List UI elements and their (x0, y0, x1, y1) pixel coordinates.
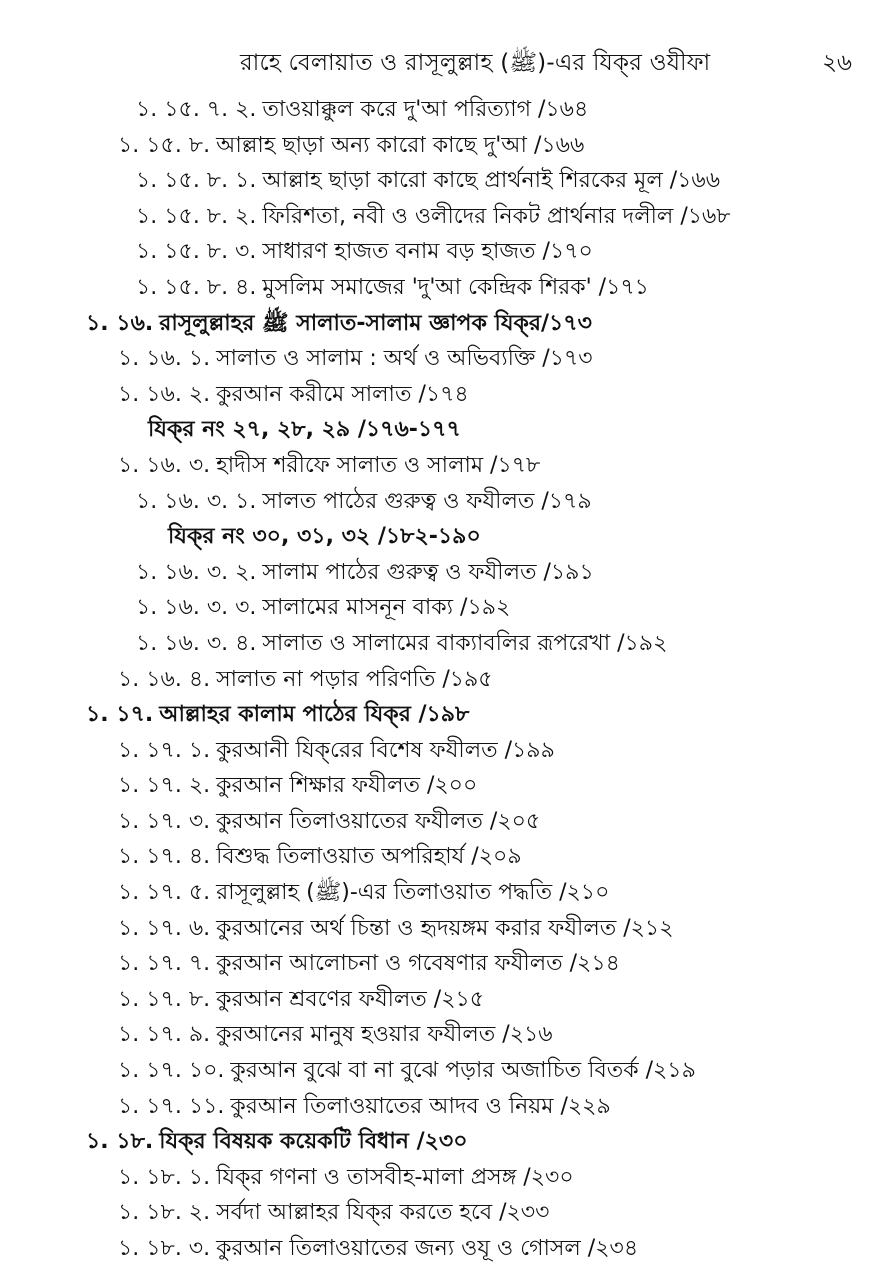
toc-entry (0, 234, 870, 270)
toc-entry (0, 1195, 870, 1231)
entry-number: ১. ১৬. ২. (118, 381, 211, 407)
page-header (0, 40, 870, 80)
toc-entry (0, 199, 870, 235)
toc-entry (0, 1089, 870, 1125)
entry-title: মুসলিম সমাজের 'দু'আ কেন্দ্রিক শিরক' /১৭১ (262, 274, 649, 300)
toc-entry (0, 662, 870, 698)
entry-title: সালামের মাসনূন বাক্য /১৯২ (262, 595, 511, 621)
entry-number: ১. ১৬. ৩. ৩. (136, 595, 257, 621)
entry-number: ১. ১৬. ১. (118, 346, 211, 372)
entry-number: ১. ১৫. ৭. ২. (136, 97, 257, 122)
toc-section-heading (0, 306, 870, 342)
entry-title: সালাত ও সালামের বাক্যাবলির রূপরেখা /১৯২ (262, 630, 668, 656)
entry-title: যিক্‌র নং ৩০, ৩১, ৩২ /১৮২-১৯০ (168, 524, 481, 550)
entry-title: তাওয়াক্কুল করে দু'আ পরিত্যাগ /১৬৪ (262, 97, 589, 122)
toc-entry (0, 626, 870, 662)
entry-number: ১. ১৫. ৮. (118, 132, 211, 158)
entry-title: সালাত ও সালাম : অর্থ ও অভিব্যক্তি /১৭৩ (216, 346, 593, 372)
entry-number: ১. ১৮. ১. (118, 1164, 211, 1190)
toc-section-heading (0, 697, 870, 733)
entry-number: ১. ১৭. ১১. (118, 1093, 225, 1119)
entry-number: ১. ১৭. ৯. (118, 1022, 211, 1048)
entry-number: ১. ১৬. ৩. ৪. (136, 630, 257, 656)
entry-number: ১. ১৮. (86, 1129, 154, 1155)
entry-number: ১. ১৬. (86, 310, 154, 336)
toc-section-heading (0, 1124, 870, 1160)
entry-title: সাধারণ হাজত বনাম বড় হাজত /১৭০ (262, 239, 593, 265)
toc-entry (0, 590, 870, 626)
entry-title: সালত পাঠের গুরুত্ব ও ফযীলত /১৭৯ (262, 488, 592, 514)
entry-title: যিক্‌র গণনা ও তাসবীহ-মালা প্রসঙ্গ /২৩০ (216, 1164, 574, 1190)
zikr-number-line (0, 519, 870, 555)
entry-number: ১. ১৭. ৭. (118, 951, 211, 977)
toc-entry (0, 448, 870, 484)
toc-entry (0, 839, 870, 875)
entry-title: আল্লাহর কালাম পাঠের যিক্‌র /১৯৮ (159, 702, 470, 728)
entry-title: সালাত না পড়ার পরিণতি /১৯৫ (216, 666, 493, 692)
entry-number: ১. ১৭. (86, 702, 154, 728)
entry-title: কুরআন শিক্ষার ফযীলত /২০০ (216, 773, 478, 799)
toc-entry (0, 982, 870, 1018)
entry-number: ১. ১৭. ৫. (118, 880, 211, 906)
toc-entry (0, 733, 870, 769)
toc-entry (0, 377, 870, 413)
entry-title: হাদীস শরীফে সালাত ও সালাম /১৭৮ (216, 452, 541, 478)
entry-title: যিক্‌র বিষয়ক কয়েকটি বিধান /২৩০ (159, 1129, 468, 1155)
toc-entry (0, 875, 870, 911)
entry-number: ১. ১৫. ৮. ১. (136, 168, 257, 194)
toc-entry (0, 1017, 870, 1053)
entry-number: ১. ১৮. ২. (118, 1200, 211, 1226)
entry-number: ১. ১৬. ৩. ২. (136, 559, 257, 585)
toc-entry (0, 555, 870, 591)
entry-number: ১. ১৭. ৮. (118, 986, 211, 1012)
entry-title: যিক্‌র নং ২৭, ২৮, ২৯ /১৭৬-১৭৭ (148, 417, 461, 443)
entry-title: সর্বদা আল্লাহর যিক্‌র করতে হবে /২৩৩ (216, 1200, 550, 1226)
toc-entry (0, 128, 870, 164)
toc-entry (0, 768, 870, 804)
toc-entry (0, 911, 870, 947)
entry-number: ১. ১৭. ৪. (118, 844, 211, 870)
entry-title: ফিরিশতা, নবী ও ওলীদের নিকট প্রার্থনার দলীল /১৬৮ (262, 203, 731, 229)
entry-number: ১. ১৬. ৩. (118, 452, 211, 478)
toc-entry (0, 484, 870, 520)
entry-number: ১. ১৬. ৩. ১. (136, 488, 257, 514)
entry-number: ১. ১৫. ৮. ৪. (136, 274, 257, 300)
entry-title: আল্লাহ ছাড়া কারো কাছে প্রার্থনাই শিরকের মূল /১৬৬ (262, 168, 721, 194)
entry-title: সালাম পাঠের গুরুত্ব ও ফযীলত /১৯১ (262, 559, 594, 585)
entry-title: কুরআনী যিক্‌রের বিশেষ ফযীলত /১৯৯ (216, 737, 555, 763)
entry-title: রাসূলুল্লাহর ﷺ সালাত-সালাম জ্ঞাপক যিক্‌র/১৭৩ (159, 310, 592, 336)
toc-entry (0, 163, 870, 199)
entry-number: ১. ১৭. ১. (118, 737, 211, 763)
page-number: ২৬ (822, 50, 852, 76)
entry-title: আল্লাহ ছাড়া অন্য কারো কাছে দু'আ /১৬৬ (216, 132, 585, 158)
entry-number: ১. ১৫. ৮. ৩. (136, 239, 257, 265)
entry-title: কুরআন শ্রবণের ফযীলত /২১৫ (216, 986, 485, 1012)
entry-title: কুরআন করীমে সালাত /১৭৪ (216, 381, 469, 407)
entry-title: বিশুদ্ধ তিলাওয়াত অপরিহার্য /২০৯ (216, 844, 522, 870)
toc-entry (0, 270, 870, 306)
zikr-number-line (0, 412, 870, 448)
entry-number: ১. ১৭. ২. (118, 773, 211, 799)
entry-title: রাসূলুল্লাহ (ﷺ)-এর তিলাওয়াত পদ্ধতি /২১০ (216, 880, 610, 906)
entry-title: কুরআনের মানুষ হওয়ার ফযীলত /২১৬ (216, 1022, 553, 1048)
entry-number: ১. ১৬. ৪. (118, 666, 211, 692)
entry-title: কুরআনের অর্থ চিন্তা ও হৃদয়ঙ্গম করার ফযীলত /২১২ (216, 915, 674, 941)
toc-entry (0, 946, 870, 982)
toc-entry (0, 92, 870, 128)
toc-entry (0, 804, 870, 840)
entry-number: ১. ১৭. ১০. (118, 1058, 225, 1084)
entry-number: ১. ১৫. ৮. ২. (136, 203, 257, 229)
entry-title: কুরআন তিলাওয়াতের আদব ও নিয়ম /২২৯ (230, 1093, 611, 1119)
toc-entry (0, 1231, 870, 1267)
table-of-contents (0, 92, 870, 1267)
entry-title: কুরআন তিলাওয়াতের ফযীলত /২০৫ (216, 808, 541, 834)
entry-number: ১. ১৭. ৩. (118, 808, 211, 834)
entry-title: কুরআন তিলাওয়াতের জন্য ওযূ ও গোসল /২৩৪ (216, 1236, 639, 1261)
toc-entry (0, 341, 870, 377)
entry-title: কুরআন বুঝে বা না বুঝে পড়ার অজাচিত বিতর্ক /২১৯ (230, 1058, 696, 1084)
entry-number: ১. ১৮. ৩. (118, 1236, 211, 1261)
running-title: রাহে বেলায়াত ও রাসূলুল্লাহ (ﷺ)-এর যিক্‌র ওযীফা (240, 50, 711, 76)
entry-number: ১. ১৭. ৬. (118, 915, 211, 941)
toc-entry (0, 1053, 870, 1089)
entry-title: কুরআন আলোচনা ও গবেষণার ফযীলত /২১৪ (216, 951, 620, 977)
toc-entry (0, 1160, 870, 1196)
